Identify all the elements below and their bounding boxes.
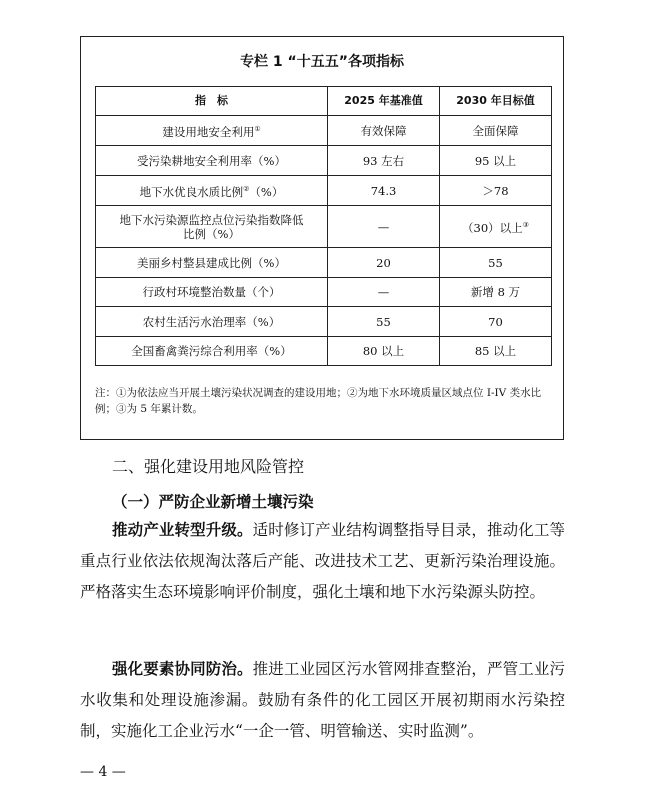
header-2030: 2030 年目标值 <box>440 87 552 116</box>
paragraph <box>80 515 565 608</box>
target-value: 55 <box>440 248 552 278</box>
base-value: 80 以上 <box>328 337 440 366</box>
paragraph-text: 推进工业园区污水管网排查整治，严管工业污水收集和处理设施渗漏。鼓励有条件的化工园区开展初期雨水污染控制，实施化工企业污水“一企一管、明管输送、实时监测”。 <box>80 660 565 740</box>
table-row <box>96 206 552 248</box>
target-value: 全面保障 <box>440 116 552 146</box>
indicator-name: 美丽乡村整县建成比例（%） <box>96 248 328 278</box>
table-row <box>96 116 552 146</box>
base-value: — <box>328 206 440 248</box>
target-value: 70 <box>440 307 552 337</box>
indicator-box <box>80 36 564 440</box>
header-indicator: 指 标 <box>96 87 328 116</box>
target-value: ＞78 <box>440 176 552 206</box>
paragraph-text: 适时修订产业结构调整指导目录，推动化工等重点行业依法依规淘汰落后产能、改进技术工艺、更新污染治理设施。严格落实生态环境影响评价制度，强化土壤和地下水污染源头防控。 <box>80 521 565 601</box>
subsection-heading: （一）严防企业新增土壤污染 <box>112 493 314 511</box>
base-value: 有效保障 <box>328 116 440 146</box>
base-value: 74.3 <box>328 176 440 206</box>
base-value: 20 <box>328 248 440 278</box>
page-number: — 4 — <box>80 764 126 780</box>
base-value: 55 <box>328 307 440 337</box>
indicator-name: 行政村环境整治数量（个） <box>96 278 328 307</box>
indicator-name: 地下水优良水质比例②（%） <box>96 176 328 206</box>
target-value: 85 以上 <box>440 337 552 366</box>
target-value: 95 以上 <box>440 146 552 176</box>
table-row <box>96 176 552 206</box>
footnote-mark: ① <box>254 125 261 134</box>
table-row <box>96 146 552 176</box>
section-heading: 二、强化建设用地风险管控 <box>112 457 305 476</box>
footnote-mark: ② <box>243 185 250 194</box>
base-value: 93 左右 <box>328 146 440 176</box>
header-2025: 2025 年基准值 <box>328 87 440 116</box>
table-row <box>96 307 552 337</box>
indicator-name: 地下水污染源监控点位污染指数降低比例（%） <box>96 206 328 248</box>
box-title: 专栏 1 “十五五”各项指标 <box>240 54 404 70</box>
indicator-name: 全国畜禽粪污综合利用率（%） <box>96 337 328 366</box>
base-value: — <box>328 278 440 307</box>
indicator-table <box>95 86 552 366</box>
indicator-name: 受污染耕地安全利用率（%） <box>96 146 328 176</box>
target-value: 新增 8 万 <box>440 278 552 307</box>
paragraph-lead: 强化要素协同防治。 <box>112 660 253 678</box>
table-note: 注：①为依法应当开展土壤污染状况调查的建设用地；②为地下水环境质量区域点位 I-IV 类水比例；③为 5 年累计数。 <box>95 387 542 415</box>
table-row <box>96 337 552 366</box>
footnote-mark: ③ <box>522 221 529 230</box>
paragraph <box>80 654 565 747</box>
table-header-row <box>96 87 552 116</box>
table-row <box>96 248 552 278</box>
table-row <box>96 278 552 307</box>
indicator-name: 农村生活污水治理率（%） <box>96 307 328 337</box>
indicator-name: 建设用地安全利用① <box>96 116 328 146</box>
paragraph-lead: 推动产业转型升级。 <box>112 521 253 539</box>
target-value: （30）以上③ <box>440 206 552 248</box>
